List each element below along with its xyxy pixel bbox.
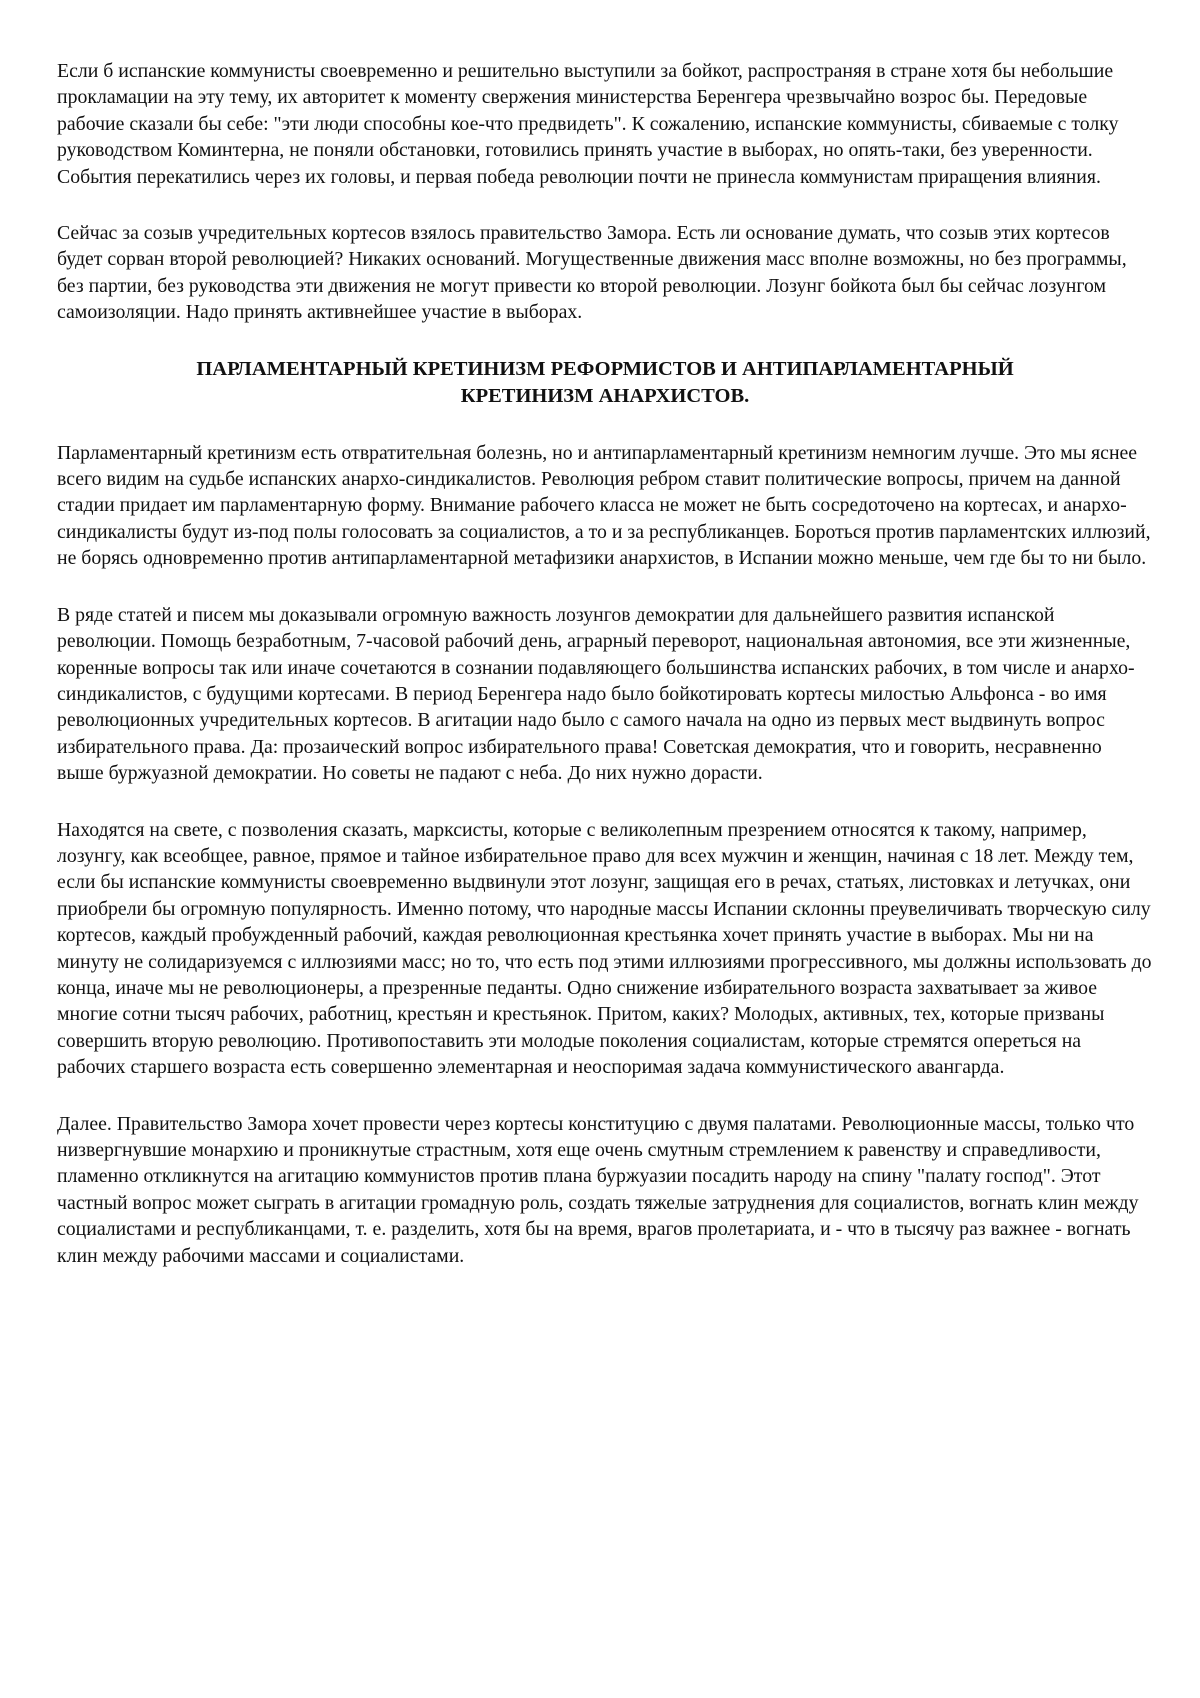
paragraph: Если б испанские коммунисты своевременно и решительно выступили за бойкот, распространяя в стране хотя бы небольшие прокламации на эту тему, их авторитет к моменту свержения министерства Беренгера чрезвычайно возрос бы. Передовые рабочие сказали бы себе: "эти люди способны кое-что предвидеть". К сожалению, испанские коммунисты, сбиваемые с толку руководством Коминтерна, не поняли обстановки, готовились принять участие в выборах, но опять-таки, без уверенности. События перекатились через их головы, и первая победа революции почти не принесла коммунистам приращения влияния. (57, 60, 1119, 188)
section-heading-line: КРЕТИНИЗМ АНАРХИСТОВ. (460, 384, 750, 407)
document-body (57, 58, 1153, 1299)
paragraph: В ряде статей и писем мы доказывали огромную важность лозунгов демократии для дальнейшего развития испанской революции. Помощь безработным, 7-часовой рабочий день, аграрный переворот, национальная автономия, все эти жизненные, коренные вопросы так или иначе сочетаются в сознании подавляющего большинства испанских рабочих, в том числе и анархо-синдикалистов, с будущими кортесами. В период Беренгера надо было бойкотировать кортесы милостью Альфонса - во имя революционных учредительных кортесов. В агитации надо было с самого начала на одно из первых мест выдвинуть вопрос избирательного права. Да: прозаический вопрос избирательного права! Советская демократия, что и говорить, несравненно выше буржуазной демократии. Но советы не падают с неба. До них нужно дорасти. (57, 603, 1135, 785)
paragraph: Находятся на свете, с позволения сказать, марксисты, которые с великолепным презрением относятся к такому, например, лозунгу, как всеобщее, равное, прямое и тайное избирательное право для всех мужчин и женщин, начиная с 18 лет. Между тем, если бы испанские коммунисты своевременно выдвинули этот лозунг, защищая его в речах, статьях, листовках и летучках, они приобрели бы огромную популярность. Именно потому, что народные массы Испании склонны преувеличивать творческую силу кортесов, каждый пробужденный рабочий, каждая революционная крестьянка хочет принять участие в выборах. Мы ни на минуту не солидаризуемся с иллюзиями масс; но то, что есть под этими иллюзиями прогрессивного, мы должны использовать до конца, иначе мы не революционеры, а презренные педанты. Одно снижение избирательного возраста захватывает за живое многие сотни тысяч рабочих, работниц, крестьян и крестьянок. Притом, каких? Молодых, активных, тех, которые призваны совершить вторую революцию. Противопоставить эти молодые поколения социалистам, которые стремятся опереться на рабочих старшего возраста есть совершенно элементарная и неоспоримая задача коммунистического авангарда. (57, 818, 1152, 1079)
paragraph: Парламентарный кретинизм есть отвратительная болезнь, но и антипарламентарный кретинизм немногим лучше. Это мы яснее всего видим на судьбе испанских анархо-синдикалистов. Революция ребром ставит политические вопросы, причем на данной стадии придает им парламентарную форму. Внимание рабочего класса не может не быть сосредоточено на кортесах, и анархо-синдикалисты будут из-под полы голосовать за социалистов, а то и за республиканцев. Бороться против парламентских иллюзий, не борясь одновременно против антипарламентарной метафизики анархистов, в Испании можно меньше, чем где бы то ни было. (57, 441, 1151, 570)
paragraph: Далее. Правительство Замора хочет провести через кортесы конституцию с двумя палатами. Революционные массы, только что низвергнувшие монархию и проникнутые страстным, хотя еще очень смутным стремлением к равенству и справедливости, пламенно откликнутся на агитацию коммунистов против плана буржуазии посадить народу на спину "палату господ". Этот частный вопрос может сыграть в агитации громадную роль, создать тяжелые затруднения для социалистов, вогнать клин между социалистами и республиканцами, т. е. разделить, хотя бы на время, врагов пролетариата, и - что в тысячу раз важнее - вогнать клин между рабочими массами и социалистами. (57, 1112, 1139, 1267)
section-heading (57, 356, 1153, 410)
paragraph: Сейчас за созыв учредительных кортесов взялось правительство Замора. Есть ли основание думать, что созыв этих кортесов будет сорван второй революцией? Никаких оснований. Могущественные движения масс вполне возможны, но без программы, без партии, без руководства эти движения не могут привести ко второй революции. Лозунг бойкота был бы сейчас лозунгом самоизоляции. Надо принять активнейшее участие в выборах. (57, 222, 1127, 324)
section-heading-line: ПАРЛАМЕНТАРНЫЙ КРЕТИНИЗМ РЕФОРМИСТОВ И АНТИПАРЛАМЕНТАРНЫЙ (196, 357, 1014, 380)
